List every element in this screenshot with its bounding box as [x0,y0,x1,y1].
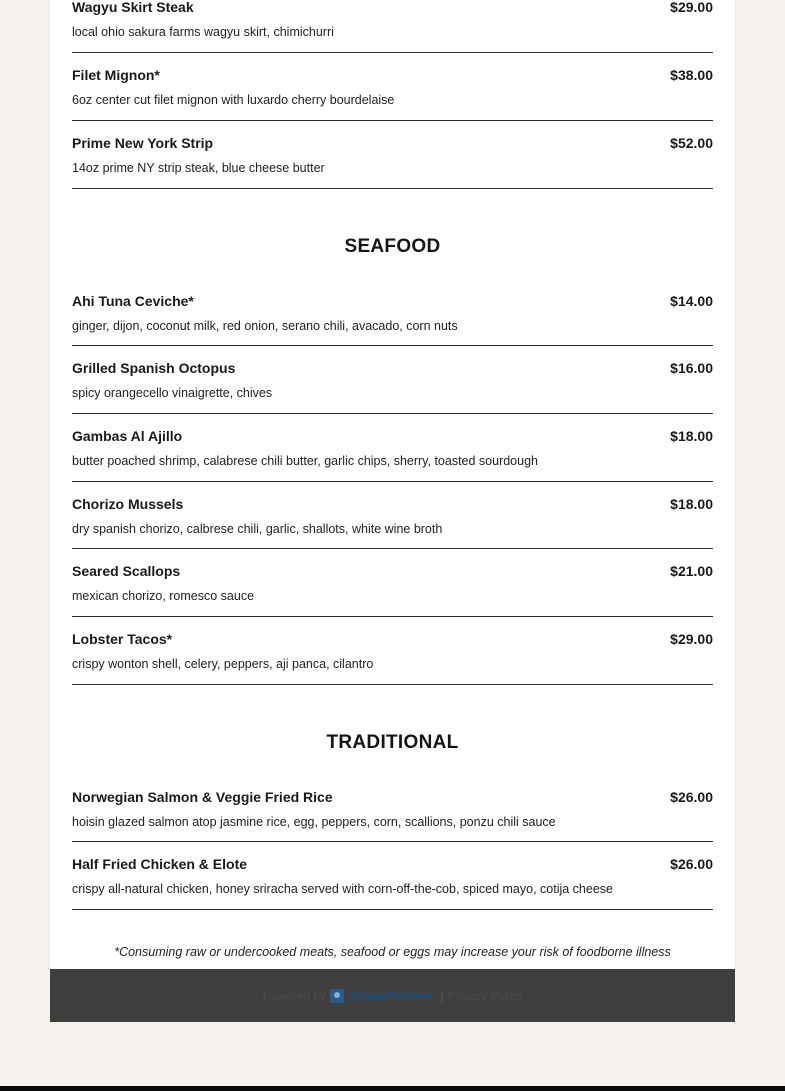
item-price: $21.00 [670,563,713,579]
item-description: butter poached shrimp, calabrese chili butter, garlic chips, sherry, toasted sourdough [72,454,538,468]
brand-name: SinglePlatform [347,988,433,1003]
item-price: $38.00 [670,67,713,83]
footer-separator: | [440,988,444,1003]
item-description: crispy all-natural chicken, honey sriracha served with corn-off-the-cob, spiced mayo, cotija cheese [72,882,613,896]
item-name: Wagyu Skirt Steak [72,0,194,15]
item-price: $52.00 [670,135,713,151]
menu-item [72,67,713,121]
item-description: ginger, dijon, coconut milk, red onion, serano chili, avacado, corn nuts [72,319,458,333]
item-price: $26.00 [670,789,713,805]
menu-item [72,135,713,189]
item-price: $26.00 [670,856,713,872]
menu-item [72,563,713,617]
menu-item [72,631,713,685]
item-name: Seared Scallops [72,563,181,579]
item-name: Norwegian Salmon & Veggie Fried Rice [72,789,333,805]
item-price: $16.00 [670,360,713,376]
item-name: Gambas Al Ajillo [72,428,183,444]
map-pin-icon [330,989,344,1003]
menu-item [72,293,713,346]
menu-item [72,428,713,482]
item-name: Lobster Tacos* [72,631,173,647]
powered-by-text: Powered by [262,988,326,1003]
foodborne-disclaimer: *Consuming raw or undercooked meats, seafood or eggs may increase your risk of foodborne illness [114,945,671,959]
menu-item [72,856,713,910]
section-title: TRADITIONAL [326,732,459,753]
section-title: SEAFOOD [344,236,441,257]
item-name: Chorizo Mussels [72,496,184,512]
singleplatform-link[interactable] [330,989,433,1003]
item-price: $29.00 [670,631,713,647]
item-description: 6oz center cut filet mignon with luxardo cherry bourdelaise [72,93,395,107]
footer [50,969,735,1022]
menu-item [72,496,713,549]
item-description: dry spanish chorizo, calbrese chili, garlic, shallots, white wine broth [72,522,443,536]
item-price: $14.00 [670,293,713,309]
item-price: $29.00 [670,0,713,15]
item-name: Ahi Tuna Ceviche* [72,293,194,309]
item-description: crispy wonton shell, celery, peppers, aji panca, cilantro [72,657,374,671]
item-price: $18.00 [670,428,713,444]
item-description: local ohio sakura farms wagyu skirt, chimichurri [72,25,334,39]
item-name: Prime New York Strip [72,135,214,151]
item-description: mexican chorizo, romesco sauce [72,589,255,603]
bottom-edge-bar [0,1086,785,1091]
item-description: spicy orangecello vinaigrette, chives [72,386,273,400]
item-name: Grilled Spanish Octopus [72,360,236,376]
privacy-policy-link[interactable]: Privacy Policy [447,988,523,1003]
menu-item [72,789,713,842]
item-price: $18.00 [670,496,713,512]
item-description: 14oz prime NY strip steak, blue cheese butter [72,161,325,175]
menu-card [50,0,735,969]
item-name: Half Fried Chicken & Elote [72,856,248,872]
item-name: Filet Mignon* [72,67,160,83]
item-description: hoisin glazed salmon atop jasmine rice, egg, peppers, corn, scallions, ponzu chili sauce [72,815,556,829]
menu-item [72,360,713,414]
menu-item [72,0,713,53]
